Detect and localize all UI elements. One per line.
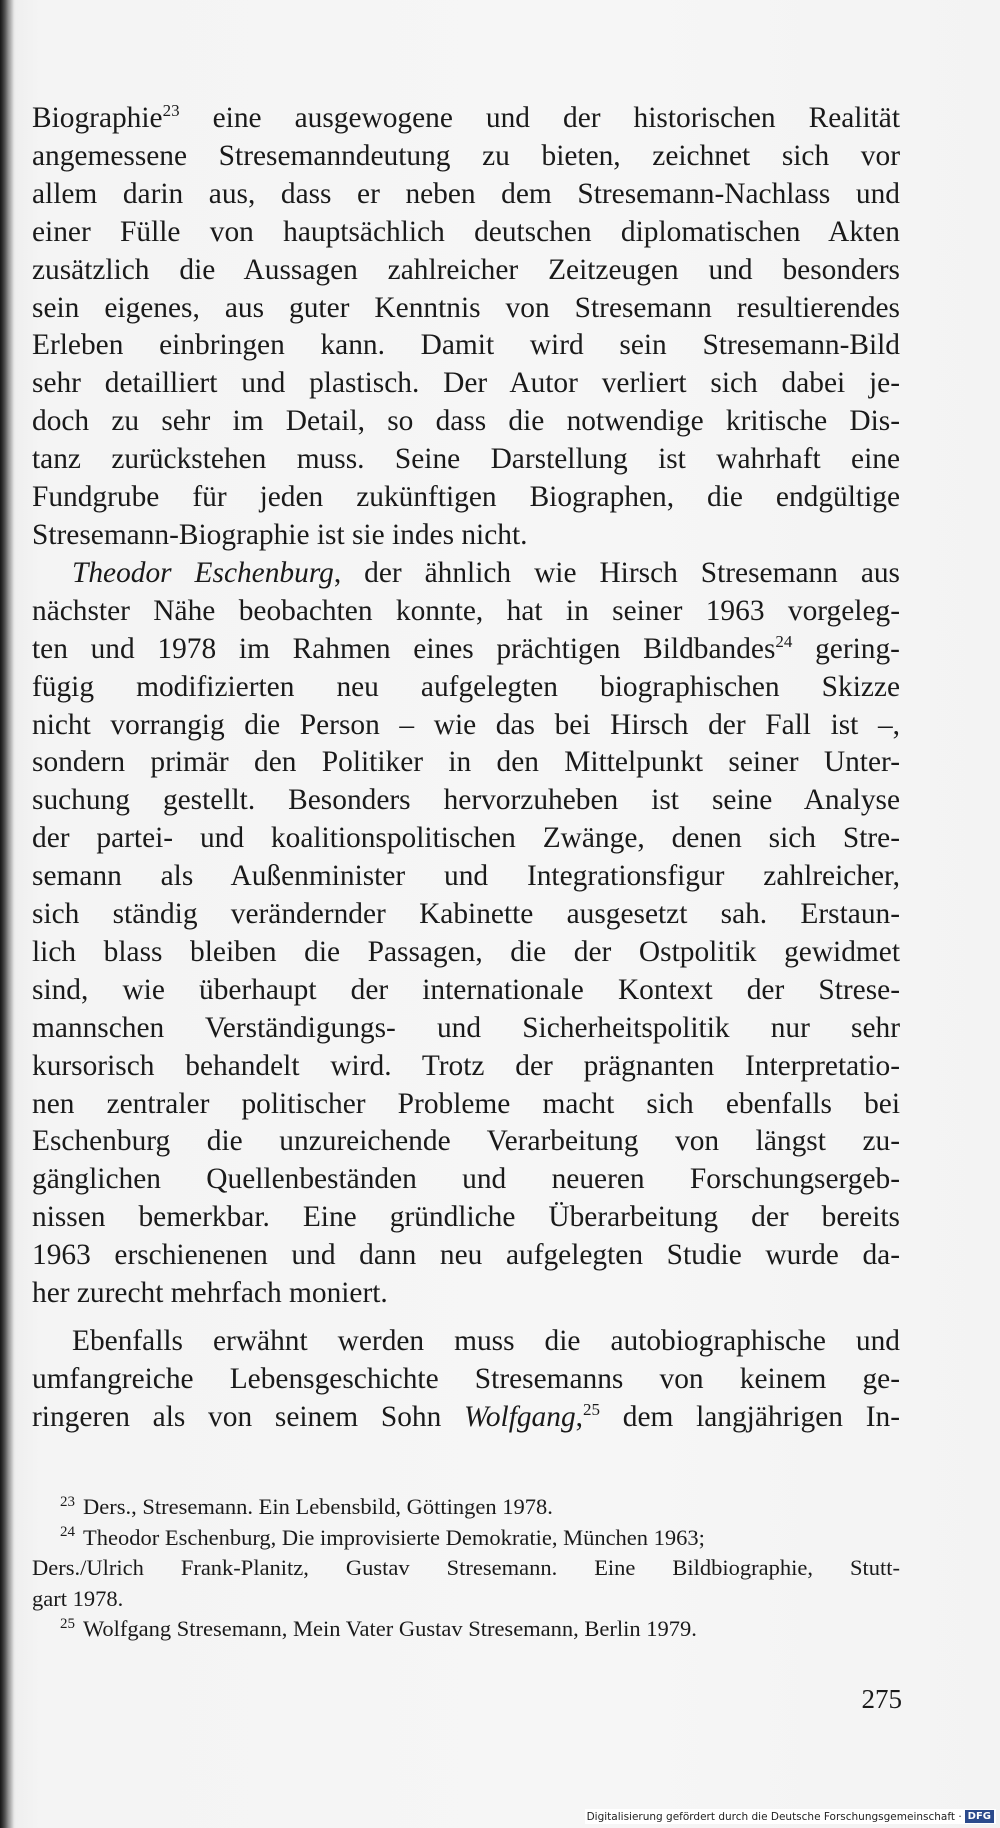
text-line: gänglichen Quellenbeständen und neueren Forschungsergeb- [32, 1163, 900, 1196]
text-line: sich ständig verändernder Kabinette ausgesetzt sah. Erstaun- [32, 898, 900, 931]
digitization-credit [585, 1809, 996, 1824]
text-line: Eschenburg die unzureichende Verarbeitung von längst zu- [32, 1125, 900, 1158]
text-line: Stresemann-Biographie ist sie indes nicht. [32, 518, 528, 551]
text-line: der partei- und koalitionspolitischen Zwänge, denen sich Stre- [32, 822, 900, 855]
main-text [32, 100, 900, 1437]
footnote-24-line-2: Ders./Ulrich Frank-Planitz, Gustav Stresemann. Eine Bildbiographie, Stutt- [32, 1555, 900, 1580]
page-number: 275 [861, 1684, 902, 1714]
author-name-eschenburg: Theodor Eschenburg [72, 556, 334, 589]
text-line: semann als Außenminister und Integrationsfigur zahlreicher, [32, 860, 900, 893]
paragraph-gap [32, 1313, 900, 1323]
text-line: lich blass bleiben die Passagen, die der Ostpolitik gewidmet [32, 935, 900, 968]
footnotes [32, 1492, 900, 1645]
text-line: angemessene Stresemanndeutung zu bieten, zeichnet sich vor [32, 139, 900, 172]
text-line: Fundgrube für jeden zukünftigen Biographen, die endgültige [32, 481, 900, 514]
text-line: sondern primär den Politiker in den Mittelpunkt seiner Unter- [32, 746, 900, 779]
footnote-24: $^{24}$ Theodor Eschenburg, Die improvisierte Demokratie, München 1963; [60, 1524, 705, 1550]
text-line: nen zentraler politischer Probleme macht sich ebenfalls bei [32, 1087, 900, 1120]
footnote-ref-24: 24 [775, 631, 793, 651]
text-line: nicht vorrangig die Person – wie das bei Hirsch der Fall ist –, [32, 708, 900, 741]
text-line: sehr detailliert und plastisch. Der Autor verliert sich dabei je- [32, 367, 900, 400]
text-line: mannschen Verständigungs- und Sicherheitspolitik nur sehr [32, 1011, 900, 1044]
name-wolfgang: Wolfgang [464, 1400, 576, 1433]
text-line: ringeren als von seinem Sohn Wolfgang,$^{25}$ dem langjährigen In- [32, 1400, 900, 1433]
text-line: suchung gestellt. Besonders hervorzuheben ist seine Analyse [32, 784, 900, 817]
text-line: zusätzlich die Aussagen zahlreicher Zeitzeugen und besonders [32, 253, 900, 286]
spine-shadow [0, 0, 14, 1828]
footnote-ref-23: 23 [162, 101, 180, 121]
footnote-25: $^{25}$ Wolfgang Stresemann, Mein Vater Gustav Stresemann, Berlin 1979. [60, 1615, 697, 1641]
text-line: her zurecht mehrfach moniert. [32, 1277, 388, 1310]
text-line: sein eigenes, aus guter Kenntnis von Stresemann resultierendes [32, 291, 900, 324]
text-line: doch zu sehr im Detail, so dass die notwendige kritische Dis- [32, 405, 900, 438]
text-line: fügig modifizierten neu aufgelegten biographischen Skizze [32, 670, 900, 703]
credit-text: Digitalisierung gefördert durch die Deutsche Forschungsgemeinschaft · [586, 1810, 962, 1823]
text-line: sind, wie überhaupt der internationale Kontext der Strese- [32, 973, 900, 1006]
text-line: ten und 1978 im Rahmen eines prächtigen Bildbandes$^{24}$ gering- [32, 631, 900, 665]
text-line: allem darin aus, dass er neben dem Stresemann-Nachlass und [32, 177, 900, 210]
text-line: Erleben einbringen kann. Damit wird sein Stresemann-Bild [32, 329, 900, 362]
text-line: nissen bemerkbar. Eine gründliche Überarbeitung der bereits [32, 1201, 900, 1234]
text-line: nächster Nähe beobachten konnte, hat in seiner 1963 vorgeleg- [32, 594, 900, 627]
footnote-ref-25: 25 [583, 1400, 600, 1420]
footnote-24-line-3: gart 1978. [32, 1585, 124, 1611]
text-line: tanz zurückstehen muss. Seine Darstellung ist wahrhaft eine [32, 443, 900, 476]
footnote-23: $^{23}$ Ders., Stresemann. Ein Lebensbild, Göttingen 1978. [60, 1493, 553, 1519]
text-line: Theodor Eschenburg, der ähnlich wie Hirsch Stresemann aus [72, 556, 900, 589]
text-line: umfangreiche Lebensgeschichte Stresemanns von keinem ge- [32, 1362, 900, 1395]
text-line: einer Fülle von hauptsächlich deutschen diplomatischen Akten [32, 215, 900, 248]
text-line: Biographie$^{23}$ eine ausgewogene und der historischen Realität [32, 101, 900, 134]
dfg-logo-icon: DFG [965, 1810, 994, 1823]
text-line: kursorisch behandelt wird. Trotz der prägnanten Interpretatio- [32, 1049, 900, 1082]
text-line: 1963 erschienenen und dann neu aufgelegten Studie wurde da- [32, 1239, 900, 1272]
text-line: Ebenfalls erwähnt werden muss die autobiographische und [72, 1325, 900, 1357]
